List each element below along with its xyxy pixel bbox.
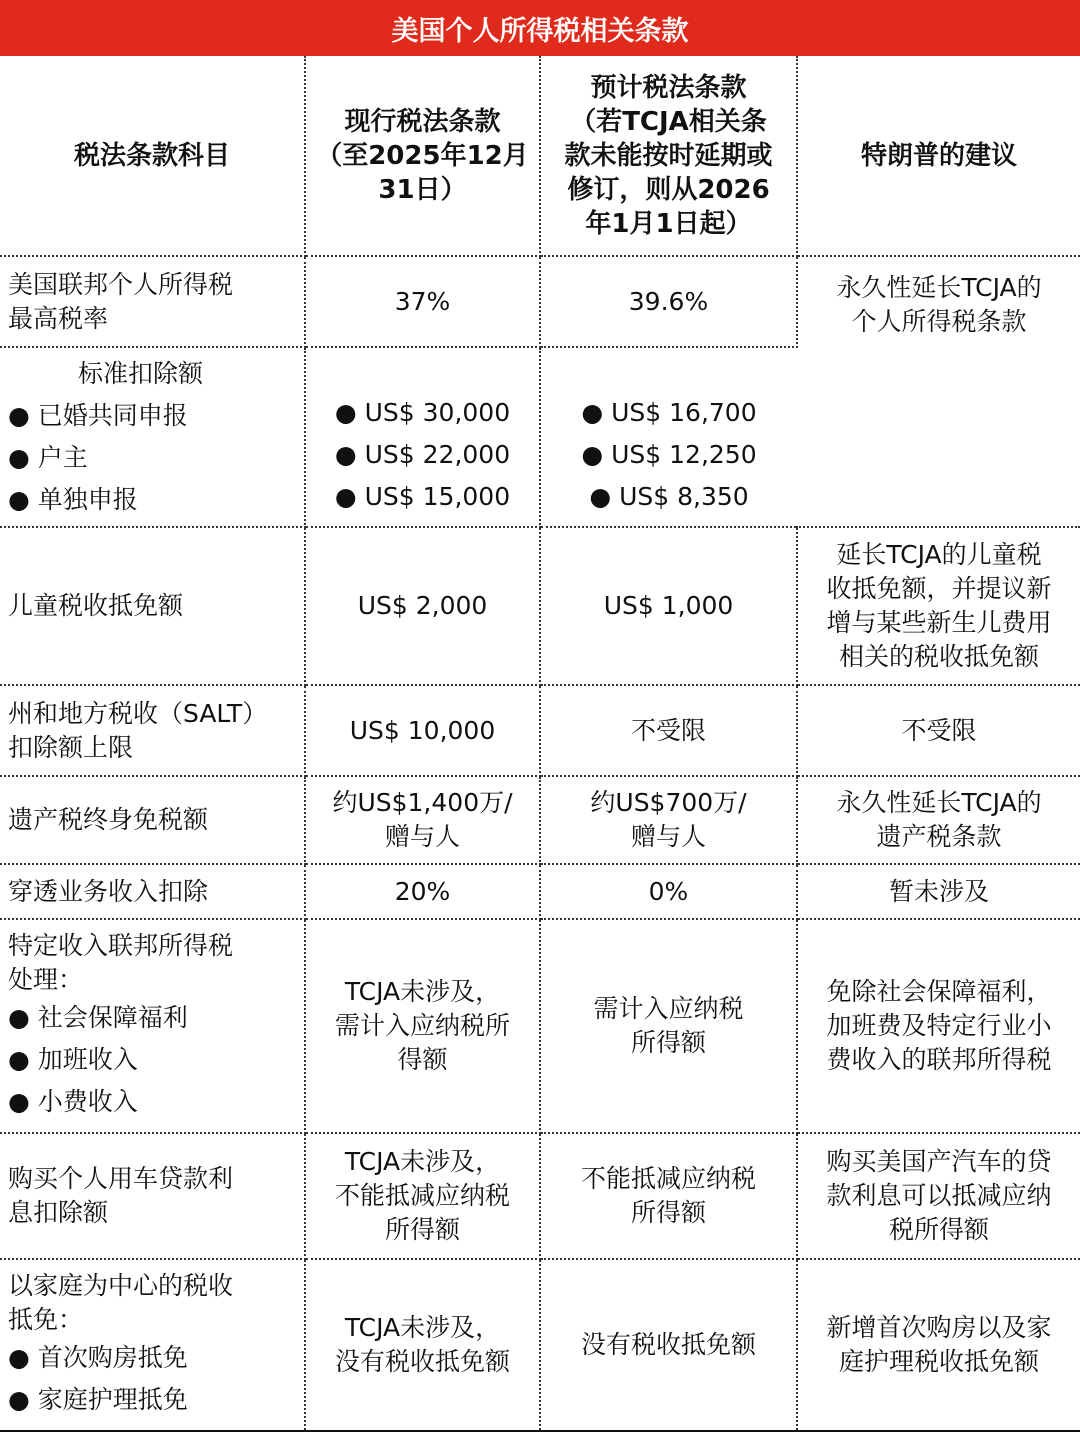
header-trump: 特朗普的建议 [797,56,1080,256]
row-current: 37% [305,256,540,347]
row-current: 20% [305,864,540,919]
row-projected: 需计入应纳税 所得额 [540,919,797,1133]
row-item: 标准扣除额 ● 已婚共同申报 ● 户主 ● 单独申报 [0,347,305,527]
header-item: 税法条款科目 [0,56,305,256]
row-projected: ● US$ 16,700 ● US$ 12,250 ● US$ 8,350 [540,347,797,527]
header-row [0,56,1080,256]
row-item: 遗产税终身免税额 [0,776,305,864]
header-current: 现行税法条款 （至2025年12月 31日） [305,56,540,256]
row-trump: 暂未涉及 [797,864,1080,919]
row-projected: 39.6% [540,256,797,347]
row-current: ● US$ 30,000 ● US$ 22,000 ● US$ 15,000 [305,347,540,527]
table-row [0,527,1080,685]
row-projected: 不能抵减应纳税 所得额 [540,1133,797,1259]
row-trump: 延长TCJA的儿童税 收抵免额，并提议新 增与某些新生儿费用 相关的税收抵免额 [797,527,1080,685]
row-projected: 约US$700万/ 赠与人 [540,776,797,864]
row-current: TCJA未涉及， 需计入应纳税所 得额 [305,919,540,1133]
row-trump: 永久性延长TCJA的 遗产税条款 [797,776,1080,864]
row-trump: 购买美国产汽车的贷 款利息可以抵减应纳 税所得额 [797,1133,1080,1259]
row-current: US$ 2,000 [305,527,540,685]
row-item: 购买个人用车贷款利 息扣除额 [0,1133,305,1259]
row-current: US$ 10,000 [305,685,540,776]
row-trump: 新增首次购房以及家 庭护理税收抵免额 [797,1259,1080,1431]
table-row [0,256,1080,347]
row-item: 以家庭为中心的税收 抵免： ● 首次购房抵免 ● 家庭护理抵免 [0,1259,305,1431]
row-projected: 不受限 [540,685,797,776]
row-projected: 没有税收抵免额 [540,1259,797,1431]
table-row [0,919,1080,1133]
row-current: 约US$1,400万/ 赠与人 [305,776,540,864]
table-title: 美国个人所得税相关条款 [0,0,1080,56]
header-projected: 预计税法条款 （若TCJA相关条 款未能按时延期或 修订，则从2026 年1月1日起） [540,56,797,256]
row-trump: 免除社会保障福利， 加班费及特定行业小 费收入的联邦所得税 [797,919,1080,1133]
row-item: 儿童税收抵免额 [0,527,305,685]
tax-comparison-table [0,56,1080,1432]
row-item: 州和地方税收（SALT） 扣除额上限 [0,685,305,776]
row-trump: 不受限 [797,685,1080,776]
row-item: 特定收入联邦所得税 处理： ● 社会保障福利 ● 加班收入 ● 小费收入 [0,919,305,1133]
table-row [0,1259,1080,1431]
row-item: 美国联邦个人所得税 最高税率 [0,256,305,347]
row-trump-merged: 永久性延长TCJA的 个人所得税条款 [797,256,1080,527]
row-current: TCJA未涉及， 不能抵减应纳税 所得额 [305,1133,540,1259]
row-projected: 0% [540,864,797,919]
row-current: TCJA未涉及， 没有税收抵免额 [305,1259,540,1431]
row-projected: US$ 1,000 [540,527,797,685]
table-row [0,685,1080,776]
row-item: 穿透业务收入扣除 [0,864,305,919]
table-row [0,776,1080,864]
table-row [0,1133,1080,1259]
table-row [0,864,1080,919]
